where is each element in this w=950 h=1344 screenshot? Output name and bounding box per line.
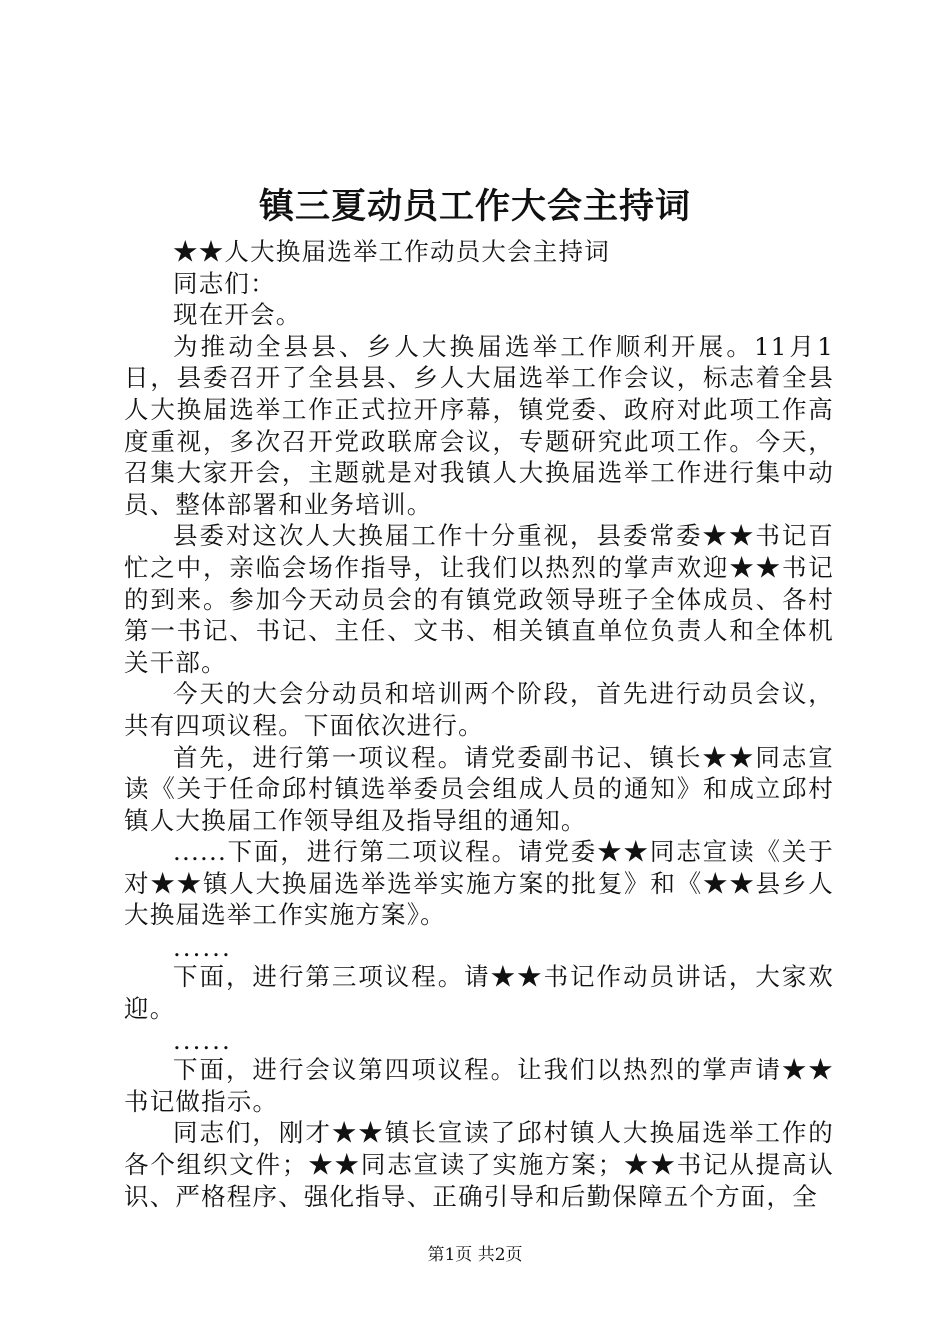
document-title: 镇三夏动员工作大会主持词 bbox=[258, 186, 691, 227]
paragraph-agenda-intro: 今天的大会分动员和培训两个阶段，首先进行动员会议，共有四项议程。下面依次进行。 bbox=[124, 679, 834, 740]
document-body bbox=[124, 236, 834, 1212]
paragraph-agenda-item-2: ......下面，进行第二项议程。请党委★★同志宣读《关于对★★镇人大换届选举选举实施方案的批复》和《★★县乡人大换届选举工作实施方案》。 bbox=[124, 837, 834, 930]
paragraph-agenda-item-1: 首先，进行第一项议程。请党委副书记、镇长★★同志宣读《关于任命邱村镇选举委员会组成人员的通知》和成立邱村镇人大换届工作领导组及指导组的通知。 bbox=[124, 742, 834, 835]
page-number-footer: 第1页 共2页 bbox=[427, 1245, 523, 1265]
paragraph-opening: 现在开会。 bbox=[173, 300, 302, 330]
paragraph-subtitle: ★★人大换届选举工作动员大会主持词 bbox=[173, 237, 610, 266]
paragraph-agenda-item-4: 下面，进行会议第四项议程。让我们以热烈的掌声请★★书记做指示。 bbox=[124, 1055, 834, 1116]
paragraph-background: 为推动全县县、乡人大换届选举工作顺利开展。11月1日，县委召开了全县县、乡人大届选举工作会议，标志着全县人大换届选举工作正式拉开序幕，镇党委、政府对此项工作高度重视，多次召开党政联席会议，专题研究此项工作。今天，召集大家开会，主题就是对我镇人大换届选举工作进行集中动员、整体部署和业务培训。 bbox=[124, 331, 834, 519]
paragraph-summary: 同志们，刚才★★镇长宣读了邱村镇人大换届选举工作的各个组织文件；★★同志宣读了实施方案；★★书记从提高认识、严格程序、强化指导、正确引导和后勤保障五个方面，全 bbox=[124, 1118, 834, 1211]
paragraph-ellipsis: ...... bbox=[173, 933, 232, 963]
paragraph-agenda-item-3: 下面，进行第三项议程。请★★书记作动员讲话，大家欢迎。 bbox=[124, 962, 834, 1023]
paragraph-welcome: 县委对这次人大换届工作十分重视，县委常委★★书记百忙之中，亲临会场作指导，让我们以热烈的掌声欢迎★★书记的到来。参加今天动员会的有镇党政领导班子全体成员、各村第一书记、书记、主任、文书、相关镇直单位负责人和全体机关干部。 bbox=[124, 521, 834, 677]
paragraph-ellipsis: ...... bbox=[173, 1026, 232, 1056]
paragraph-salutation: 同志们： bbox=[173, 268, 276, 298]
